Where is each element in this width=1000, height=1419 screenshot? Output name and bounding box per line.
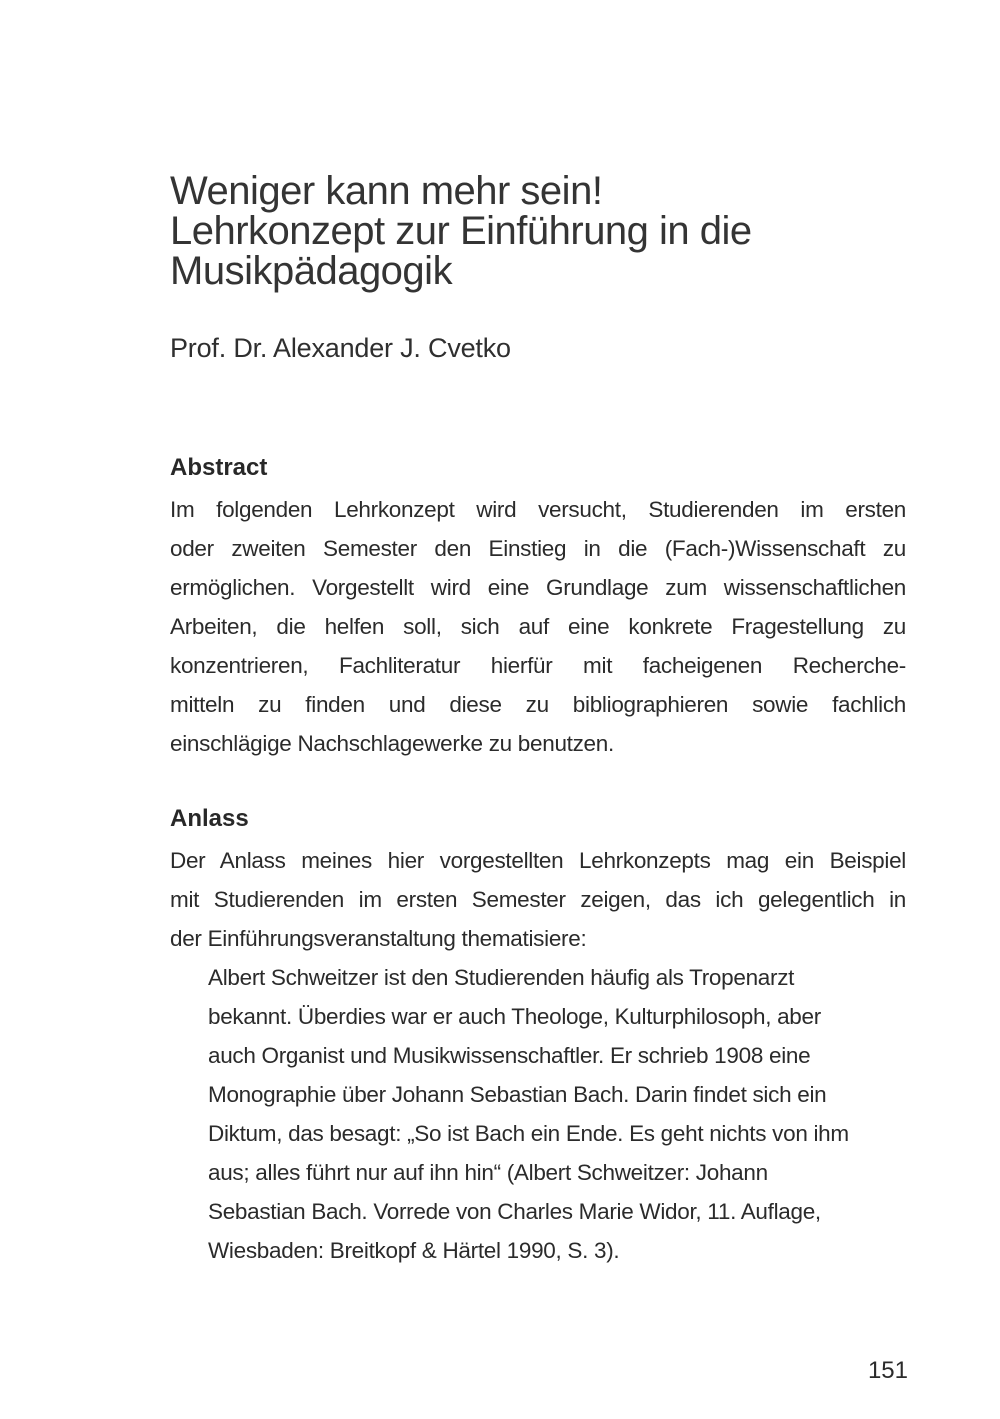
title-line: Weniger kann mehr sein!: [170, 169, 603, 213]
abstract-heading: Abstract: [170, 454, 268, 481]
quote-line: Wiesbaden: Breitkopf & Härtel 1990, S. 3).: [208, 1238, 620, 1263]
paragraph-line: Arbeiten, die helfen soll, sich auf eine konkrete Fragestellung zu: [170, 614, 906, 639]
title-line: Musikpädagogik: [170, 249, 453, 293]
title-line: Lehrkonzept zur Einführung in die: [170, 209, 752, 253]
paragraph-line: oder zweiten Semester den Einstieg in die (Fach-)Wissenschaft zu: [170, 536, 906, 561]
paragraph-line: konzentrieren, Fachliteratur hierfür mit facheigenen Recherche-: [170, 653, 906, 678]
page-content: [170, 171, 906, 1270]
paragraph-line: Der Anlass meines hier vorgestellten Lehrkonzepts mag ein Beispiel: [170, 848, 906, 873]
quote-line: auch Organist und Musikwissenschaftler. Er schrieb 1908 eine: [208, 1043, 811, 1068]
paragraph-line: ermöglichen. Vorgestellt wird eine Grundlage zum wissenschaftlichen: [170, 575, 906, 600]
section-anlass: [170, 799, 906, 1270]
paragraph-line: Im folgenden Lehrkonzept wird versucht, Studierenden im ersten: [170, 497, 906, 522]
paragraph-line: einschlägige Nachschlagewerke zu benutzen.: [170, 731, 614, 756]
quote-line: aus; alles führt nur auf ihn hin“ (Albert Schweitzer: Johann: [208, 1160, 768, 1185]
block-quote: [208, 958, 906, 1270]
anlass-heading: Anlass: [170, 805, 249, 832]
author-name: Prof. Dr. Alexander J. Cvetko: [170, 333, 511, 363]
page-number: 151: [867, 1357, 908, 1384]
paragraph-line: mitteln zu finden und diese zu bibliographieren sowie fachlich: [170, 692, 906, 717]
quote-line: Albert Schweitzer ist den Studierenden häufig als Tropenarzt: [208, 965, 795, 990]
quote-line: Monographie über Johann Sebastian Bach. Darin findet sich ein: [208, 1082, 827, 1107]
article-title: [170, 171, 906, 291]
paragraph-line: der Einführungsveranstaltung thematisiere:: [170, 926, 587, 951]
abstract-paragraph: [170, 490, 906, 763]
anlass-paragraph: [170, 841, 906, 958]
quote-line: bekannt. Überdies war er auch Theologe, Kulturphilosoph, aber: [208, 1004, 821, 1029]
quote-line: Sebastian Bach. Vorrede von Charles Marie Widor, 11. Auflage,: [208, 1199, 821, 1224]
quote-line: Diktum, das besagt: „So ist Bach ein Ende. Es geht nichts von ihm: [208, 1121, 849, 1146]
section-abstract: [170, 448, 906, 763]
paragraph-line: mit Studierenden im ersten Semester zeigen, das ich gelegentlich in: [170, 887, 906, 912]
